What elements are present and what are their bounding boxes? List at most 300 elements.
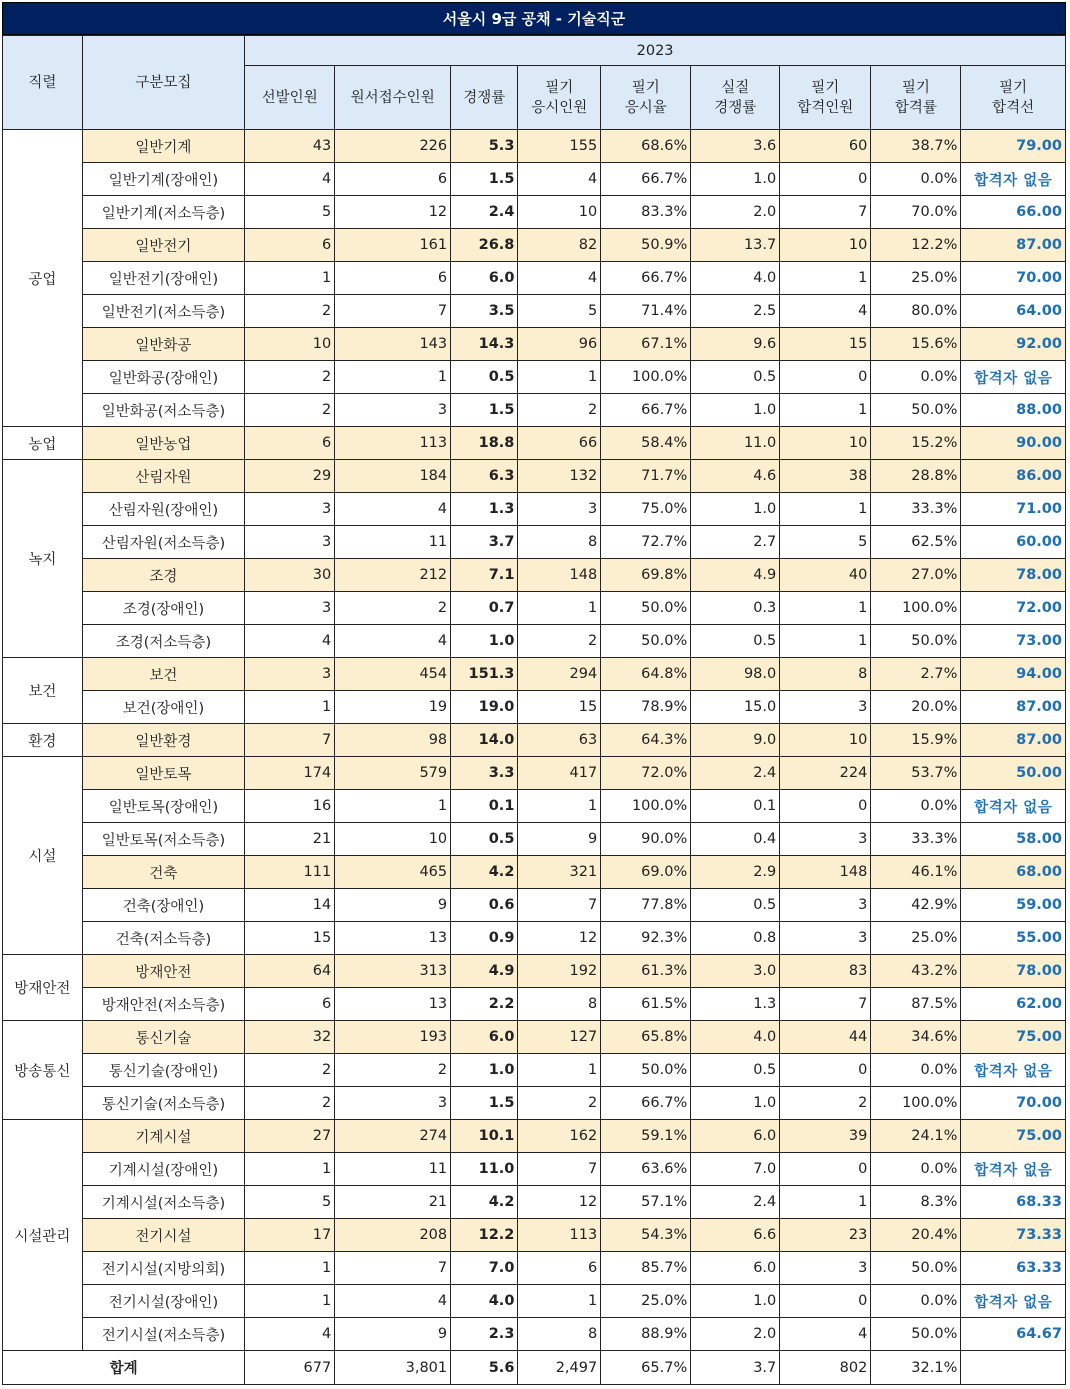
table-row — [3, 1186, 1066, 1219]
recruitment-type-cell: 일반토목 — [82, 757, 244, 790]
cutoff-score-cell: 75.00 — [961, 1021, 1066, 1054]
data-cell: 3.5 — [451, 295, 518, 328]
column-header-line: 필기 — [545, 79, 574, 96]
data-cell: 27 — [245, 1120, 335, 1153]
cutoff-score-cell: 72.00 — [961, 592, 1066, 625]
data-cell: 38 — [780, 460, 871, 493]
data-cell: 3.6 — [691, 130, 780, 163]
data-cell: 2 — [335, 592, 451, 625]
cutoff-score-cell: 58.00 — [961, 823, 1066, 856]
data-cell: 0.0% — [871, 361, 961, 394]
data-cell: 1 — [780, 394, 871, 427]
recruitment-type-cell: 일반기계(저소득층) — [82, 196, 244, 229]
data-cell: 28.8% — [871, 460, 961, 493]
table-row — [3, 163, 1066, 196]
cutoff-score-cell: 92.00 — [961, 328, 1066, 361]
cutoff-score-cell: 64.67 — [961, 1318, 1066, 1351]
data-cell: 4.2 — [451, 856, 518, 889]
recruitment-type-cell: 보건(장애인) — [82, 691, 244, 724]
column-header-line: 응시율 — [624, 99, 667, 116]
data-cell: 65.8% — [601, 1021, 691, 1054]
cutoff-score-cell: 86.00 — [961, 460, 1066, 493]
data-cell: 20.0% — [871, 691, 961, 724]
recruitment-type-cell: 일반전기 — [82, 229, 244, 262]
data-cell: 80.0% — [871, 295, 961, 328]
data-cell: 17 — [245, 1219, 335, 1252]
data-cell: 30 — [245, 559, 335, 592]
data-cell: 15.2% — [871, 427, 961, 460]
column-header-line: 필기 — [811, 79, 840, 96]
data-cell: 2.0 — [691, 196, 780, 229]
table-row — [3, 691, 1066, 724]
data-cell: 2.7 — [691, 526, 780, 559]
data-cell: 6.3 — [451, 460, 518, 493]
data-cell: 4 — [335, 1285, 451, 1318]
data-cell: 212 — [335, 559, 451, 592]
data-cell: 1 — [335, 790, 451, 823]
data-cell: 5 — [780, 526, 871, 559]
table-row — [3, 427, 1066, 460]
column-header-line: 응시인원 — [531, 99, 588, 116]
data-cell: 13 — [335, 922, 451, 955]
data-cell: 0.0% — [871, 163, 961, 196]
data-cell: 184 — [335, 460, 451, 493]
data-cell: 2.9 — [691, 856, 780, 889]
data-cell: 14.0 — [451, 724, 518, 757]
cutoff-score-cell: 70.00 — [961, 1087, 1066, 1120]
total-cell: 3.7 — [691, 1351, 780, 1385]
data-cell: 15 — [245, 922, 335, 955]
data-cell: 10 — [780, 229, 871, 262]
data-cell: 454 — [335, 658, 451, 691]
data-cell: 85.7% — [601, 1252, 691, 1285]
data-cell: 2.7% — [871, 658, 961, 691]
data-cell: 4 — [245, 1318, 335, 1351]
table-row — [3, 130, 1066, 163]
total-cell: 802 — [780, 1351, 871, 1385]
data-cell: 0 — [780, 790, 871, 823]
table-row — [3, 1285, 1066, 1318]
series-category-cell: 공업 — [3, 130, 83, 427]
recruitment-type-cell: 보건 — [82, 658, 244, 691]
header-recruitment-type: 구분모집 — [82, 36, 244, 130]
recruitment-type-cell: 건축 — [82, 856, 244, 889]
data-cell: 321 — [518, 856, 601, 889]
data-cell: 67.1% — [601, 328, 691, 361]
series-category-cell: 방송통신 — [3, 1021, 83, 1120]
data-cell: 274 — [335, 1120, 451, 1153]
cutoff-score-cell: 68.00 — [961, 856, 1066, 889]
recruitment-type-cell: 기계시설(장애인) — [82, 1153, 244, 1186]
series-category-cell: 시설관리 — [3, 1120, 83, 1351]
recruitment-table — [2, 35, 1066, 1385]
data-cell: 224 — [780, 757, 871, 790]
total-cell: 32.1% — [871, 1351, 961, 1385]
data-cell: 0.0% — [871, 1054, 961, 1087]
data-cell: 113 — [518, 1219, 601, 1252]
data-cell: 0.1 — [691, 790, 780, 823]
data-cell: 61.5% — [601, 988, 691, 1021]
data-cell: 0.4 — [691, 823, 780, 856]
data-cell: 15.9% — [871, 724, 961, 757]
data-cell: 3 — [245, 493, 335, 526]
data-cell: 50.0% — [871, 1318, 961, 1351]
cutoff-score-cell: 63.33 — [961, 1252, 1066, 1285]
data-cell: 6.0 — [451, 262, 518, 295]
data-cell: 66.7% — [601, 163, 691, 196]
data-cell: 19.0 — [451, 691, 518, 724]
data-cell: 5 — [245, 196, 335, 229]
column-header-line: 필기 — [901, 79, 930, 96]
data-cell: 162 — [518, 1120, 601, 1153]
data-cell: 100.0% — [871, 592, 961, 625]
data-cell: 42.9% — [871, 889, 961, 922]
table-row — [3, 493, 1066, 526]
total-cell — [961, 1351, 1066, 1385]
series-category-cell: 환경 — [3, 724, 83, 757]
recruitment-type-cell: 통신기술(장애인) — [82, 1054, 244, 1087]
column-header — [518, 66, 601, 130]
recruitment-type-cell: 일반전기(저소득층) — [82, 295, 244, 328]
data-cell: 50.0% — [601, 1054, 691, 1087]
data-cell: 57.1% — [601, 1186, 691, 1219]
data-cell: 1.0 — [691, 1285, 780, 1318]
column-header — [245, 66, 335, 130]
data-cell: 10.1 — [451, 1120, 518, 1153]
data-cell: 2 — [245, 361, 335, 394]
data-cell: 15.6% — [871, 328, 961, 361]
table-row — [3, 229, 1066, 262]
data-cell: 71.4% — [601, 295, 691, 328]
recruitment-type-cell: 일반토목(장애인) — [82, 790, 244, 823]
total-cell: 5.6 — [451, 1351, 518, 1385]
data-cell: 9 — [335, 1318, 451, 1351]
column-header-line: 경쟁률 — [463, 89, 506, 106]
data-cell: 7.0 — [451, 1252, 518, 1285]
total-cell: 677 — [245, 1351, 335, 1385]
data-cell: 2 — [245, 394, 335, 427]
cutoff-score-cell: 70.00 — [961, 262, 1066, 295]
data-cell: 88.9% — [601, 1318, 691, 1351]
data-cell: 38.7% — [871, 130, 961, 163]
data-cell: 1 — [518, 790, 601, 823]
data-cell: 1 — [245, 262, 335, 295]
data-cell: 83 — [780, 955, 871, 988]
data-cell: 1.3 — [451, 493, 518, 526]
data-cell: 4 — [780, 1318, 871, 1351]
data-cell: 4 — [518, 163, 601, 196]
data-cell: 4 — [518, 262, 601, 295]
data-cell: 226 — [335, 130, 451, 163]
data-cell: 6 — [245, 229, 335, 262]
data-cell: 0.5 — [691, 889, 780, 922]
column-header-line: 필기 — [631, 79, 660, 96]
data-cell: 2.4 — [451, 196, 518, 229]
data-cell: 64.8% — [601, 658, 691, 691]
data-cell: 7 — [335, 295, 451, 328]
data-cell: 1 — [245, 1153, 335, 1186]
data-cell: 0 — [780, 361, 871, 394]
data-cell: 72.7% — [601, 526, 691, 559]
data-cell: 2.2 — [451, 988, 518, 1021]
cutoff-score-cell: 71.00 — [961, 493, 1066, 526]
data-cell: 12.2 — [451, 1219, 518, 1252]
data-cell: 294 — [518, 658, 601, 691]
data-cell: 0.1 — [451, 790, 518, 823]
data-cell: 21 — [245, 823, 335, 856]
data-cell: 4.0 — [451, 1285, 518, 1318]
data-cell: 15 — [780, 328, 871, 361]
data-cell: 1 — [245, 1285, 335, 1318]
data-cell: 1 — [245, 691, 335, 724]
table-row — [3, 823, 1066, 856]
data-cell: 465 — [335, 856, 451, 889]
data-cell: 61.3% — [601, 955, 691, 988]
data-cell: 25.0% — [601, 1285, 691, 1318]
cutoff-score-cell: 78.00 — [961, 559, 1066, 592]
data-cell: 8 — [780, 658, 871, 691]
data-cell: 6 — [335, 163, 451, 196]
data-cell: 3 — [335, 1087, 451, 1120]
data-cell: 313 — [335, 955, 451, 988]
cutoff-score-cell: 합격자 없음 — [961, 163, 1066, 196]
data-cell: 96 — [518, 328, 601, 361]
recruitment-type-cell: 일반화공(저소득층) — [82, 394, 244, 427]
data-cell: 3 — [780, 691, 871, 724]
data-cell: 9.6 — [691, 328, 780, 361]
column-header — [601, 66, 691, 130]
cutoff-score-cell: 합격자 없음 — [961, 790, 1066, 823]
data-cell: 71.7% — [601, 460, 691, 493]
data-cell: 7.1 — [451, 559, 518, 592]
data-cell: 24.1% — [871, 1120, 961, 1153]
total-label: 합계 — [3, 1351, 245, 1385]
data-cell: 6.0 — [691, 1252, 780, 1285]
recruitment-type-cell: 일반농업 — [82, 427, 244, 460]
data-cell: 11.0 — [451, 1153, 518, 1186]
data-cell: 92.3% — [601, 922, 691, 955]
recruitment-type-cell: 일반기계 — [82, 130, 244, 163]
data-cell: 3 — [780, 1252, 871, 1285]
table-row — [3, 790, 1066, 823]
data-cell: 5.3 — [451, 130, 518, 163]
data-cell: 63.6% — [601, 1153, 691, 1186]
data-cell: 111 — [245, 856, 335, 889]
data-cell: 6.6 — [691, 1219, 780, 1252]
data-cell: 10 — [245, 328, 335, 361]
data-cell: 1.0 — [691, 394, 780, 427]
data-cell: 50.0% — [871, 625, 961, 658]
data-cell: 1.0 — [691, 1087, 780, 1120]
data-cell: 53.7% — [871, 757, 961, 790]
total-cell: 2,497 — [518, 1351, 601, 1385]
data-cell: 78.9% — [601, 691, 691, 724]
data-cell: 50.0% — [601, 592, 691, 625]
data-cell: 40 — [780, 559, 871, 592]
data-cell: 16 — [245, 790, 335, 823]
data-cell: 15.0 — [691, 691, 780, 724]
cutoff-score-cell: 94.00 — [961, 658, 1066, 691]
data-cell: 14 — [245, 889, 335, 922]
table-row — [3, 955, 1066, 988]
cutoff-score-cell: 59.00 — [961, 889, 1066, 922]
data-cell: 4.2 — [451, 1186, 518, 1219]
recruitment-type-cell: 일반화공(장애인) — [82, 361, 244, 394]
data-cell: 10 — [780, 724, 871, 757]
data-cell: 54.3% — [601, 1219, 691, 1252]
table-row — [3, 922, 1066, 955]
data-cell: 1.3 — [691, 988, 780, 1021]
data-cell: 2.5 — [691, 295, 780, 328]
table-row — [3, 394, 1066, 427]
table-row — [3, 1318, 1066, 1351]
data-cell: 1 — [780, 262, 871, 295]
data-cell: 4.9 — [451, 955, 518, 988]
recruitment-type-cell: 일반기계(장애인) — [82, 163, 244, 196]
data-cell: 3.7 — [451, 526, 518, 559]
table-row — [3, 1252, 1066, 1285]
data-cell: 0.5 — [691, 361, 780, 394]
data-cell: 66 — [518, 427, 601, 460]
data-cell: 100.0% — [601, 361, 691, 394]
data-cell: 66.7% — [601, 1087, 691, 1120]
data-cell: 60 — [780, 130, 871, 163]
data-cell: 0.5 — [691, 1054, 780, 1087]
data-cell: 3 — [518, 493, 601, 526]
data-cell: 148 — [518, 559, 601, 592]
data-cell: 11 — [335, 1153, 451, 1186]
data-cell: 151.3 — [451, 658, 518, 691]
data-cell: 4.0 — [691, 1021, 780, 1054]
data-cell: 0 — [780, 1153, 871, 1186]
column-header — [780, 66, 871, 130]
data-cell: 50.9% — [601, 229, 691, 262]
table-row — [3, 1021, 1066, 1054]
data-cell: 7 — [780, 988, 871, 1021]
data-cell: 59.1% — [601, 1120, 691, 1153]
table-row — [3, 658, 1066, 691]
data-cell: 3.3 — [451, 757, 518, 790]
recruitment-type-cell: 일반화공 — [82, 328, 244, 361]
data-cell: 34.6% — [871, 1021, 961, 1054]
data-cell: 25.0% — [871, 922, 961, 955]
column-header-line: 합격률 — [894, 99, 937, 116]
data-cell: 33.3% — [871, 823, 961, 856]
data-cell: 0.9 — [451, 922, 518, 955]
data-cell: 44 — [780, 1021, 871, 1054]
data-cell: 2 — [518, 394, 601, 427]
data-cell: 72.0% — [601, 757, 691, 790]
table-row — [3, 559, 1066, 592]
data-cell: 23 — [780, 1219, 871, 1252]
cutoff-score-cell: 88.00 — [961, 394, 1066, 427]
data-cell: 5 — [518, 295, 601, 328]
column-header — [451, 66, 518, 130]
data-cell: 3 — [780, 823, 871, 856]
data-cell: 98.0 — [691, 658, 780, 691]
data-cell: 18.8 — [451, 427, 518, 460]
column-header — [335, 66, 451, 130]
data-cell: 1 — [245, 1252, 335, 1285]
data-cell: 7.0 — [691, 1153, 780, 1186]
column-header — [691, 66, 780, 130]
cutoff-score-cell: 합격자 없음 — [961, 1285, 1066, 1318]
table-row — [3, 196, 1066, 229]
data-cell: 1.0 — [691, 493, 780, 526]
data-cell: 3 — [245, 526, 335, 559]
data-cell: 4 — [335, 493, 451, 526]
data-cell: 70.0% — [871, 196, 961, 229]
table-row — [3, 1153, 1066, 1186]
data-cell: 11 — [335, 526, 451, 559]
table-row — [3, 757, 1066, 790]
recruitment-type-cell: 전기시설(지방의회) — [82, 1252, 244, 1285]
data-cell: 21 — [335, 1186, 451, 1219]
data-cell: 2.0 — [691, 1318, 780, 1351]
recruitment-type-cell: 방재안전 — [82, 955, 244, 988]
data-cell: 6.0 — [691, 1120, 780, 1153]
table-row — [3, 889, 1066, 922]
data-cell: 77.8% — [601, 889, 691, 922]
data-cell: 4.0 — [691, 262, 780, 295]
cutoff-score-cell: 78.00 — [961, 955, 1066, 988]
recruitment-type-cell: 일반토목(저소득층) — [82, 823, 244, 856]
data-cell: 2 — [245, 1087, 335, 1120]
data-cell: 113 — [335, 427, 451, 460]
data-cell: 4 — [335, 625, 451, 658]
data-cell: 19 — [335, 691, 451, 724]
column-header-line: 경쟁률 — [714, 99, 757, 116]
data-cell: 13 — [335, 988, 451, 1021]
data-cell: 132 — [518, 460, 601, 493]
data-cell: 1.5 — [451, 1087, 518, 1120]
data-cell: 1.0 — [691, 163, 780, 196]
table-row — [3, 988, 1066, 1021]
data-cell: 58.4% — [601, 427, 691, 460]
table-row — [3, 262, 1066, 295]
total-cell: 65.7% — [601, 1351, 691, 1385]
cutoff-score-cell: 68.33 — [961, 1186, 1066, 1219]
recruitment-type-cell: 건축(저소득층) — [82, 922, 244, 955]
data-cell: 8 — [518, 1318, 601, 1351]
data-cell: 8 — [518, 988, 601, 1021]
data-cell: 100.0% — [871, 1087, 961, 1120]
data-cell: 0.5 — [451, 361, 518, 394]
series-category-cell: 보건 — [3, 658, 83, 724]
data-cell: 1.5 — [451, 394, 518, 427]
data-cell: 64.3% — [601, 724, 691, 757]
data-cell: 3.0 — [691, 955, 780, 988]
data-cell: 82 — [518, 229, 601, 262]
data-cell: 1 — [780, 625, 871, 658]
data-cell: 6 — [518, 1252, 601, 1285]
data-cell: 9 — [335, 889, 451, 922]
data-cell: 3 — [780, 889, 871, 922]
data-cell: 0.5 — [691, 625, 780, 658]
table-row — [3, 361, 1066, 394]
column-header-line: 필기 — [999, 79, 1028, 96]
data-cell: 10 — [335, 823, 451, 856]
data-cell: 2 — [245, 1054, 335, 1087]
total-row — [3, 1351, 1066, 1385]
data-cell: 5 — [245, 1186, 335, 1219]
table-row — [3, 1054, 1066, 1087]
data-cell: 14.3 — [451, 328, 518, 361]
table-row — [3, 724, 1066, 757]
data-cell: 43 — [245, 130, 335, 163]
cutoff-score-cell: 50.00 — [961, 757, 1066, 790]
header-year: 2023 — [245, 36, 1066, 66]
